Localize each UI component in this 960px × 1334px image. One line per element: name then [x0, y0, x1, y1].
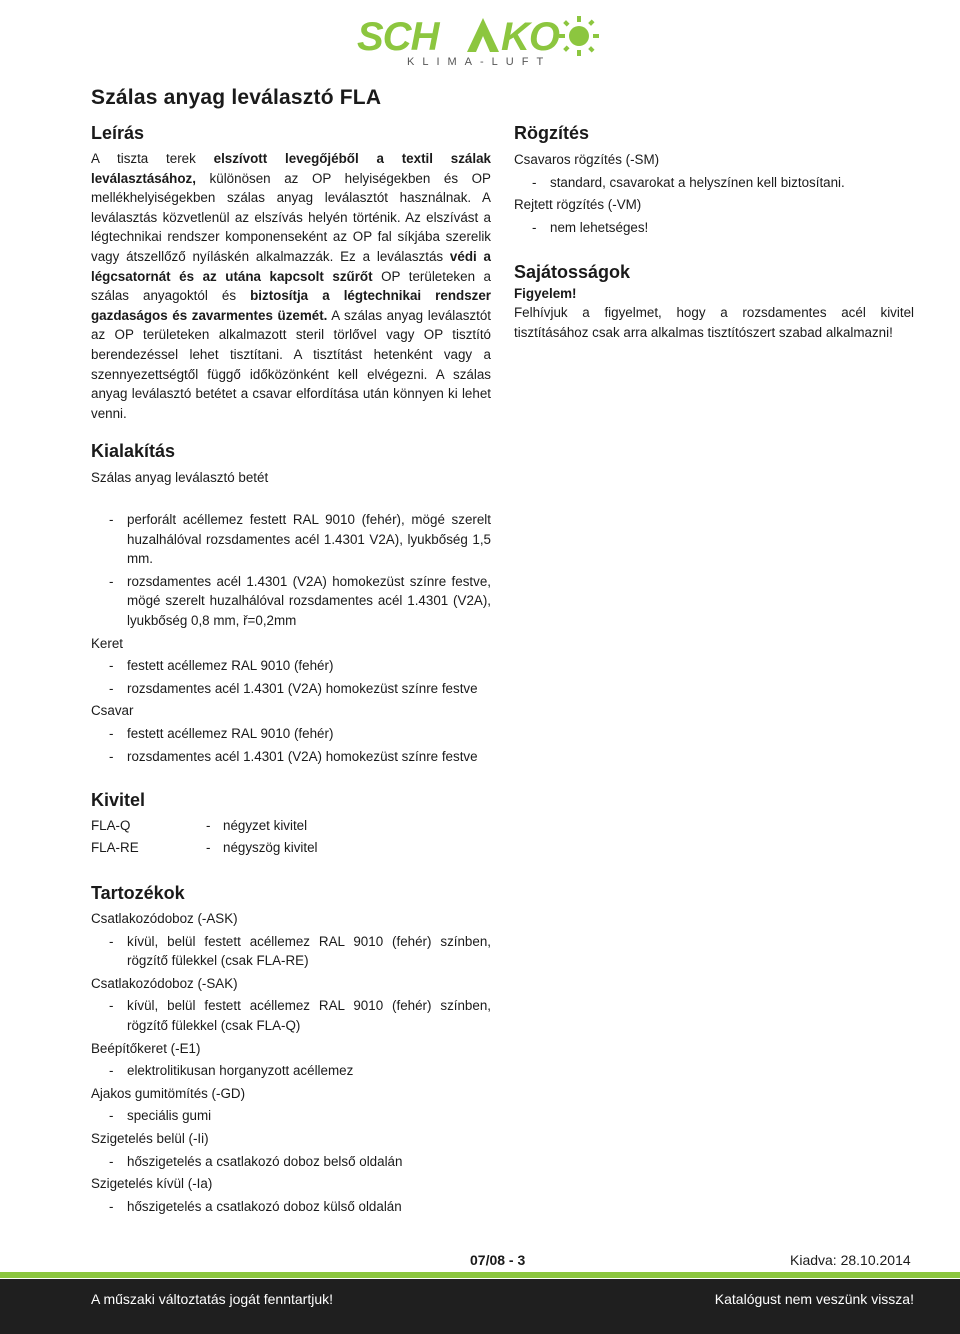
list-item: - festett acéllemez RAL 9010 (fehér) — [109, 658, 334, 674]
rogzites-sm-label: Csavaros rögzítés (-SM) — [514, 152, 660, 167]
sajatossagok-heading: Sajátosságok — [514, 262, 631, 282]
list-item: - standard, csavarokat a helyszínen kell biztosítani. — [532, 174, 845, 190]
list-item: - rozsdamentes acél 1.4301 (V2A) homokezüst színre festve, mögé szerelt huzalhálóval rozsdamentes acél 1.4301 (V2A), lyukbőség 0,8 mm, ř=0,2mm — [109, 573, 491, 628]
leiras-text-e: OP területeken a szálas anyagoktól és — [91, 268, 492, 304]
svg-text:KO: KO — [501, 15, 559, 59]
tartozek-label: Ajakos gumitömítés (-GD) — [91, 1085, 246, 1101]
kivitel-row: FLA-RE - négyszög kivitel — [91, 838, 491, 860]
kivitel-desc: négyzet kivitel — [223, 818, 308, 833]
kivitel-code: FLA-Q — [91, 818, 131, 833]
list-item: - elektrolitikusan horganyzott acéllemez — [109, 1063, 354, 1079]
tartozek-label: Csatlakozódoboz (-SAK) — [91, 975, 238, 991]
leiras-text-d: védi a légcsatornát és az utána kapcsolt szűrőt — [91, 248, 491, 284]
list-item: - rozsdamentes acél 1.4301 (V2A) homokezüst színre festve — [109, 680, 478, 696]
rogzites-heading: Rögzítés — [514, 123, 590, 143]
svg-text:SCH: SCH — [357, 15, 439, 59]
page-number: 07/08 - 3 — [470, 1252, 526, 1268]
list-item: - nem lehetséges! — [532, 219, 649, 235]
leiras-heading: Leírás — [91, 123, 145, 143]
list-item: - festett acéllemez RAL 9010 (fehér) — [109, 725, 334, 741]
tartozekok-list — [91, 909, 491, 1216]
tartozekok-heading: Tartozékok — [91, 883, 185, 903]
kialakitas-heading: Kialakítás — [91, 441, 176, 461]
page-title: Szálas anyag leválasztó FLA — [91, 86, 382, 109]
csavar-label: Csavar — [91, 703, 134, 719]
list-item: - hőszigetelés a csatlakozó doboz belső oldalán — [109, 1153, 403, 1169]
tartozek-label: Csatlakozódoboz (-ASK) — [91, 911, 238, 926]
logo-tagline: KLIMA-LUFT — [407, 56, 552, 68]
leiras-text-g: A szálas anyag leválasztót az OP területeken alkalmazott steril törlővel vagy OP tisztító berendezéssel lehet tisztítani. A tisztítást hetenként vagy a szennyezettségtől függő időközönként kell elvégezni. A szálas anyag leválasztó betétet a csavar elfordítása után könnyen ki lehet venni. — [91, 307, 491, 421]
rogzites-list — [514, 150, 914, 237]
kivitel-table — [91, 816, 491, 860]
footer-left-text: A műszaki változtatás jogát fenntartjuk! — [91, 1291, 334, 1307]
sajatossagok-text: Felhívjuk a figyelmet, hogy a rozsdamentes acél kivitel tisztításához csak arra alkalmas tisztítószert szabad alkalmazni! — [514, 305, 914, 340]
leiras-text-f: biztosítja a légtechnikai rendszer gazdaságos és zavarmentes üzemét. — [91, 288, 491, 323]
kivitel-row: FLA-Q - négyzet kivitel — [91, 816, 491, 838]
betet-list — [91, 510, 491, 766]
kivitel-desc: négyszög kivitel — [223, 840, 318, 855]
keret-label: Keret — [91, 635, 124, 651]
leiras-text-c: különösen az OP helyiségekben és OP mellékhelyiségekben szálas anyag leválasztót használnak. A leválasztás közvetlenül az elszívás helyén történik. Az elszívást a légtechnikai rendszer komponenseként az OP fal síkjába szerelik vagy átszellőző nyíláskén alkalmazzák. Ez a leválasztás — [91, 170, 491, 264]
kivitel-code: FLA-RE — [91, 840, 139, 855]
kialakitas-sub: Szálas anyag leválasztó betét — [91, 470, 269, 485]
tartozek-label: Szigetelés belül (-Ii) — [91, 1130, 209, 1146]
rogzites-vm-label: Rejtett rögzítés (-VM) — [514, 197, 642, 213]
footer-accent-bar — [0, 1272, 960, 1278]
tartozek-label: Beépítőkeret (-E1) — [91, 1040, 201, 1056]
list-item: - kívül, belül festett acéllemez RAL 9010 (fehér) színben, rögzítő fülekkel (csak FLA-RE) — [109, 933, 491, 969]
kivitel-heading: Kivitel — [91, 790, 146, 810]
schako-logo — [355, 12, 605, 74]
list-item: - kívül, belül festett acéllemez RAL 9010 (fehér) színben, rögzítő fülekkel (csak FLA-Q) — [109, 998, 491, 1033]
leiras-text-b: elszívott levegőjéből a textil szálak leválasztásához, — [91, 151, 491, 186]
leiras-text-a: A tiszta terek — [91, 151, 214, 166]
leiras-text — [91, 149, 491, 423]
list-item: - speciális gumi — [109, 1108, 212, 1124]
footer-right-text: Katalógust nem veszünk vissza! — [714, 1291, 914, 1307]
list-item: - hőszigetelés a csatlakozó doboz külső oldalán — [109, 1198, 402, 1214]
tartozek-label: Szigetelés kívül (-Ia) — [91, 1176, 213, 1192]
issue-date: Kiadva: 28.10.2014 — [790, 1252, 911, 1268]
list-item: - rozsdamentes acél 1.4301 (V2A) homokezüst színre festve — [109, 748, 478, 764]
sajatossagok-warning: Figyelem! — [514, 286, 577, 301]
list-item: - perforált acéllemez festett RAL 9010 (fehér), mögé szerelt huzalhálóval rozsdamentes acél 1.4301 V2A), lyukbőség 1,5 mm. — [109, 512, 491, 567]
